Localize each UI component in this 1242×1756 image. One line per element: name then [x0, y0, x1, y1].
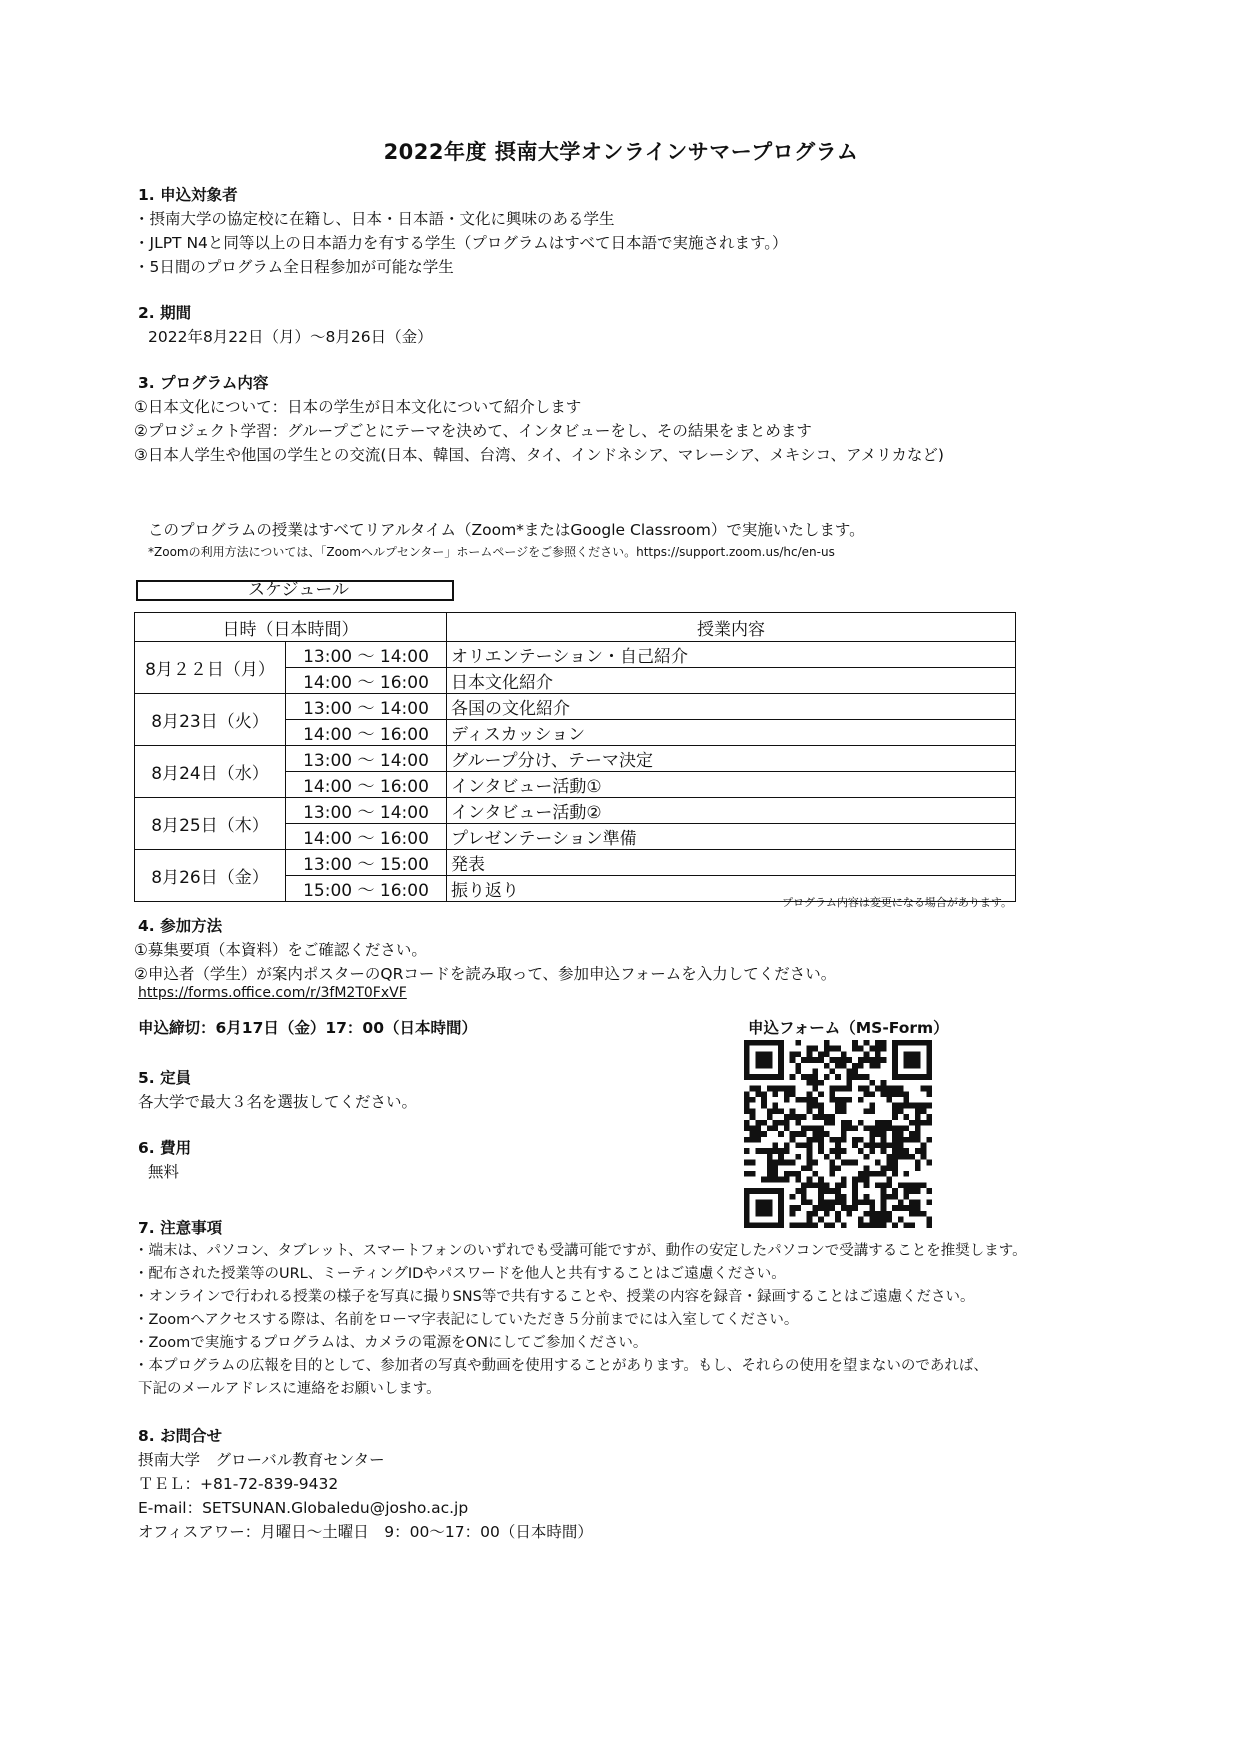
schedule-header-row [135, 613, 1016, 642]
time-cell: 14:00 ～ 16:00 [286, 668, 447, 694]
time-cell: 14:00 ～ 16:00 [286, 720, 447, 746]
notice-item: ・オンラインで行われる授業の様子を写真に撮りSNS等で共有することや、授業の内容を録音・録画することはご遠慮ください。 [134, 1289, 975, 1305]
notice-item: ・本プログラムの広報を目的として、参加者の写真や動画を使用することがあります。もし、それらの使用を望まないのであれば、 [134, 1358, 988, 1374]
content-cell: 振り返り [447, 876, 1016, 902]
table-row [135, 642, 1016, 668]
form-link[interactable]: https://forms.office.com/r/3fM2T0FxVF [138, 985, 407, 1001]
section-1-heading: 1. 申込対象者 [138, 186, 238, 204]
period-text: 2022年8月22日（月）～8月26日（金） [148, 328, 433, 346]
notice-item: 下記のメールアドレスに連絡をお願いします。 [138, 1381, 441, 1397]
date-cell: 8月23日（火） [135, 694, 286, 746]
content-cell: オリエンテーション・自己紹介 [447, 642, 1016, 668]
table-row [135, 746, 1016, 772]
date-cell: 8月25日（木） [135, 798, 286, 850]
notice-item: ・配布された授業等のURL、ミーティングIDやパスワードを他人と共有することはご遠慮ください。 [134, 1266, 786, 1282]
time-cell: 14:00 ～ 16:00 [286, 824, 447, 850]
schedule-label-box [136, 580, 454, 601]
notice-item: ・Zoomで実施するプログラムは、カメラの電源をONにしてご参加ください。 [134, 1335, 648, 1351]
schedule-table [134, 612, 1016, 902]
content-cell: 日本文化紹介 [447, 668, 1016, 694]
contact-line: オフィスアワー：月曜日～土曜日 9：00～17：00（日本時間） [138, 1523, 593, 1541]
time-cell: 13:00 ～ 15:00 [286, 850, 447, 876]
notice-item: ・Zoomへアクセスする際は、名前をローマ字表記にしていただき５分前までには入室してください。 [134, 1312, 799, 1328]
capacity-text: 各大学で最大３名を選抜してください。 [138, 1093, 418, 1111]
table-row [135, 694, 1016, 720]
realtime-note: このプログラムの授業はすべてリアルタイム（Zoom*またはGoogle Classroom）で実施いたします。 [148, 521, 865, 539]
table-row [135, 850, 1016, 876]
zoom-note: *Zoomの利用方法については、「Zoomヘルプセンター」ホームページをご参照ください。https://support.zoom.us/hc/en-us [148, 545, 835, 559]
fee-text: 無料 [148, 1163, 180, 1181]
deadline-text: 申込締切：6月17日（金）17：00（日本時間） [138, 1019, 477, 1037]
date-cell: 8月24日（水） [135, 746, 286, 798]
section-7-heading: 7. 注意事項 [138, 1219, 223, 1237]
section-4-item: ①募集要項（本資料）をご確認ください。 [134, 941, 427, 959]
section-1-item: ・JLPT N4と同等以上の日本語力を有する学生（プログラムはすべて日本語で実施されます。） [134, 234, 788, 252]
section-1-item: ・5日間のプログラム全日程参加が可能な学生 [134, 258, 454, 276]
time-cell: 13:00 ～ 14:00 [286, 798, 447, 824]
time-cell: 13:00 ～ 14:00 [286, 642, 447, 668]
section-4-heading: 4. 参加方法 [138, 917, 223, 935]
content-cell: 発表 [447, 850, 1016, 876]
content-cell: インタビュー活動② [447, 798, 1016, 824]
content-cell: プレゼンテーション準備 [447, 824, 1016, 850]
content-cell: 各国の文化紹介 [447, 694, 1016, 720]
qr-code-image[interactable] [744, 1040, 932, 1228]
notice-item: ・端末は、パソコン、タブレット、スマートフォンのいずれでも受講可能ですが、動作の安定したパソコンで受講することを推奨します。 [134, 1243, 1027, 1259]
content-cell: ディスカッション [447, 720, 1016, 746]
section-4-item: ②申込者（学生）が案内ポスターのQRコードを読み取って、参加申込フォームを入力してください。 [134, 965, 837, 983]
time-cell: 13:00 ～ 14:00 [286, 694, 447, 720]
header-datetime: 日時（日本時間） [135, 613, 447, 642]
section-3-heading: 3. プログラム内容 [138, 374, 269, 392]
section-3-item: ②プロジェクト学習：グループごとにテーマを決めて、インタビューをし、その結果をまとめます [134, 422, 812, 440]
contact-line: 摂南大学 グローバル教育センター [138, 1451, 385, 1469]
section-5-heading: 5. 定員 [138, 1069, 192, 1087]
section-1-item: ・摂南大学の協定校に在籍し、日本・日本語・文化に興味のある学生 [134, 210, 615, 228]
contact-line: ＴＥＬ：+81-72-839-9432 [138, 1475, 339, 1493]
contact-email[interactable]: E-mail：SETSUNAN.Globaledu@josho.ac.jp [138, 1499, 469, 1517]
section-3-item: ③日本人学生や他国の学生との交流(日本、韓国、台湾、タイ、インドネシア、マレーシア、メキシコ、アメリカなど) [134, 446, 944, 464]
qr-label: 申込フォーム（MS-Form） [748, 1019, 949, 1037]
table-row [135, 798, 1016, 824]
time-cell: 13:00 ～ 14:00 [286, 746, 447, 772]
content-cell: グループ分け、テーマ決定 [447, 746, 1016, 772]
schedule-footnote: プログラム内容は変更になる場合があります。 [782, 896, 1013, 909]
schedule-label: スケジュール [248, 580, 349, 600]
section-2-heading: 2. 期間 [138, 304, 192, 322]
time-cell: 15:00 ～ 16:00 [286, 876, 447, 902]
time-cell: 14:00 ～ 16:00 [286, 772, 447, 798]
section-8-heading: 8. お問合せ [138, 1427, 223, 1445]
page-title: 2022年度 摂南大学オンラインサマープログラム [383, 140, 859, 164]
section-3-item: ①日本文化について：日本の学生が日本文化について紹介します [134, 398, 582, 416]
date-cell: 8月２２日（月） [135, 642, 286, 694]
header-content: 授業内容 [447, 613, 1016, 642]
section-6-heading: 6. 費用 [138, 1139, 192, 1157]
content-cell: インタビュー活動① [447, 772, 1016, 798]
date-cell: 8月26日（金） [135, 850, 286, 902]
